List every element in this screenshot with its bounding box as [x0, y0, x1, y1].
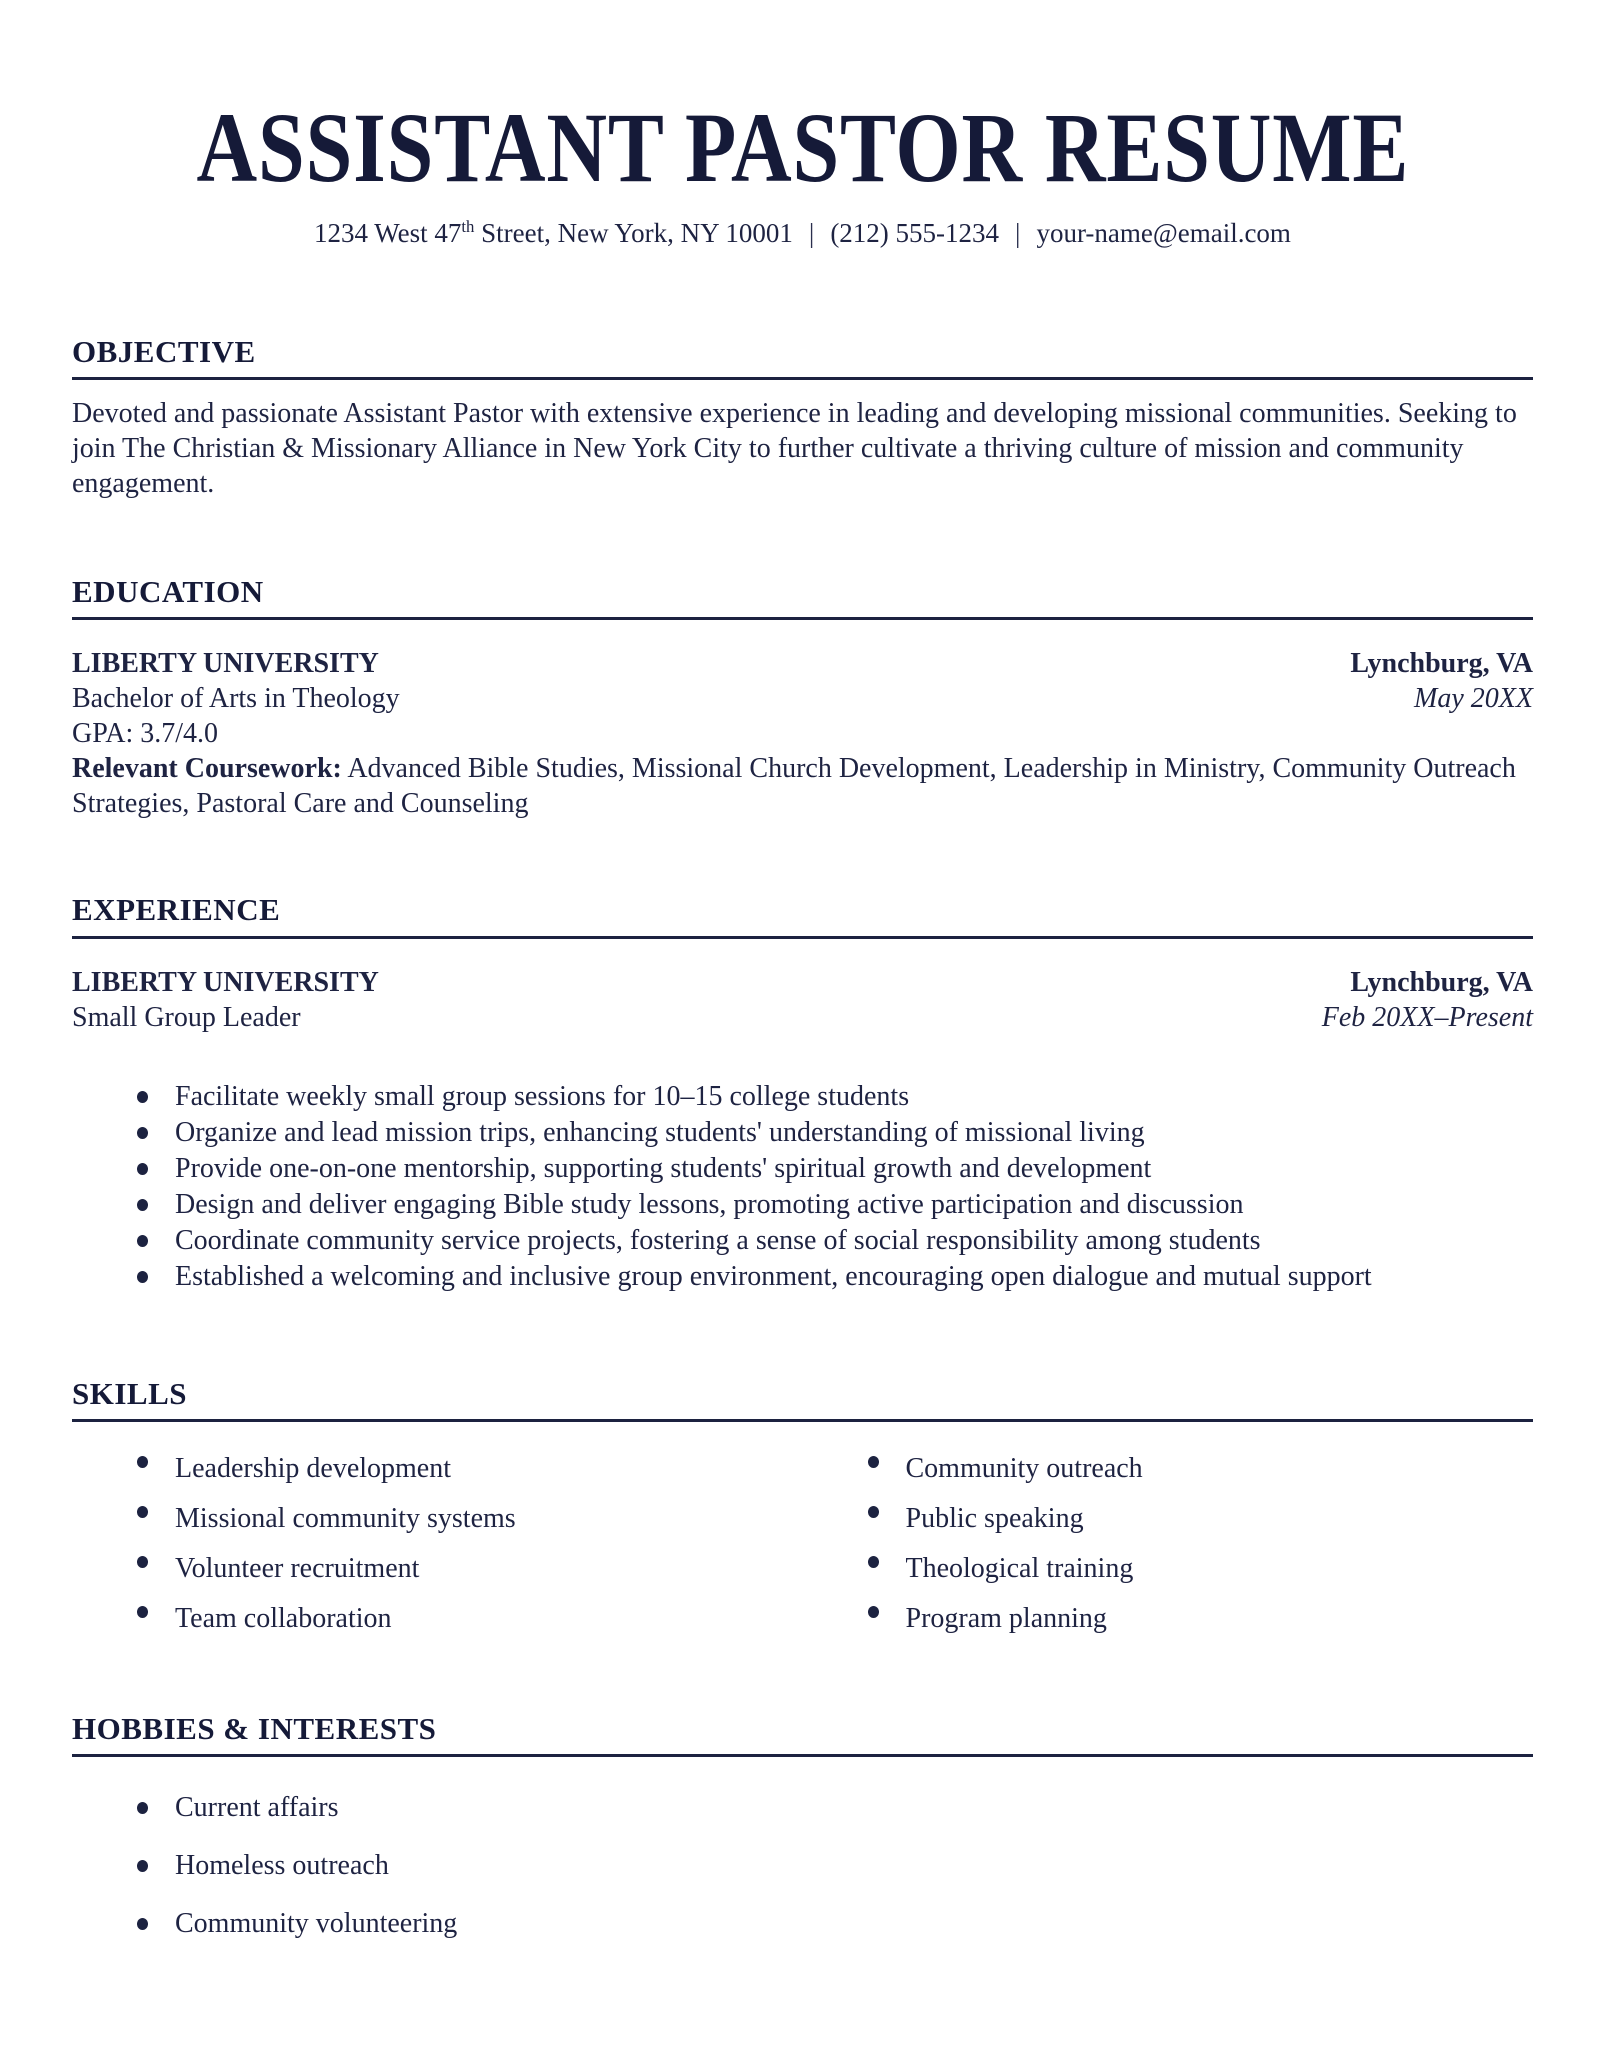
- education-date: May 20XX: [1414, 683, 1533, 715]
- skill-item: [803, 1494, 1534, 1544]
- experience-bullet-item: [72, 1151, 1533, 1187]
- hobby-text: Current affairs: [175, 1791, 339, 1823]
- experience-bullet-list: [72, 1079, 1533, 1295]
- hobbies-list: [72, 1779, 1533, 1953]
- bullet-icon: [137, 1127, 148, 1139]
- experience-bullet-text: Organize and lead mission trips, enhancing students' understanding of missional living: [175, 1116, 1145, 1148]
- experience-location: Lynchburg, VA: [1350, 966, 1533, 998]
- experience-bullet-item: [72, 1259, 1533, 1295]
- contact-address-ordinal: th: [461, 217, 475, 236]
- hobby-item: [72, 1779, 1533, 1837]
- experience-dates: Feb 20XX–Present: [1321, 1001, 1533, 1033]
- experience-row-employer: [72, 965, 1533, 1000]
- section-skills: [72, 1375, 1533, 1644]
- bullet-icon: [137, 1606, 148, 1618]
- skill-item: [72, 1444, 803, 1494]
- experience-row-role: [72, 1000, 1533, 1035]
- section-objective: [72, 333, 1533, 501]
- section-heading-hobbies: HOBBIES & INTERESTS: [72, 1710, 1533, 1757]
- skill-text: Team collaboration: [175, 1602, 392, 1634]
- skill-item: [72, 1494, 803, 1544]
- section-heading-objective: OBJECTIVE: [72, 333, 1533, 380]
- contact-address: [314, 218, 793, 248]
- education-location: Lynchburg, VA: [1350, 648, 1533, 680]
- bullet-icon: [137, 1235, 148, 1247]
- skills-list-left: [72, 1444, 803, 1644]
- contact-phone: (212) 555-1234: [830, 218, 1000, 248]
- experience-bullet-item: [72, 1223, 1533, 1259]
- section-experience: [72, 891, 1533, 1294]
- experience-bullet-text: Design and deliver engaging Bible study lessons, promoting active participation and discussion: [175, 1188, 1244, 1220]
- bullet-icon: [137, 1456, 148, 1468]
- section-heading-skills: SKILLS: [72, 1375, 1533, 1422]
- skill-item: [72, 1544, 803, 1594]
- bullet-icon: [137, 1918, 148, 1930]
- objective-text: Devoted and passionate Assistant Pastor with extensive experience in leading and developing missional communities. Seeking to join The Christian & Missionary Alliance in New York City to further cultivate a thriving culture of mission and community engagement.: [72, 398, 1517, 500]
- section-hobbies: [72, 1710, 1533, 1953]
- education-coursework-label: Relevant Coursework:: [72, 753, 342, 785]
- skill-text: Public speaking: [905, 1502, 1084, 1534]
- skill-item: [803, 1444, 1534, 1494]
- education-gpa: GPA: 3.7/4.0: [72, 718, 219, 750]
- bullet-icon: [868, 1606, 879, 1618]
- section-heading-experience: EXPERIENCE: [72, 891, 1533, 938]
- experience-bullet-item: [72, 1187, 1533, 1223]
- experience-bullet-text: Facilitate weekly small group sessions for 10–15 college students: [175, 1080, 910, 1112]
- bullet-icon: [137, 1860, 148, 1872]
- contact-address-city: Street, New York, NY 10001: [474, 218, 793, 248]
- experience-bullet-text: Established a welcoming and inclusive group environment, encouraging open dialogue and mutual support: [175, 1260, 1372, 1292]
- education-row-degree: [72, 681, 1533, 716]
- bullet-icon: [868, 1456, 879, 1468]
- education-coursework-list: Advanced Bible Studies, Missional Church Development, Leadership in Ministry, Community Outreach Strategies, Pastoral Care and Counseling: [72, 753, 1516, 820]
- skill-item: [72, 1594, 803, 1644]
- skill-text: Leadership development: [175, 1452, 452, 1484]
- skill-text: Missional community systems: [175, 1502, 516, 1534]
- experience-bullet-item: [72, 1115, 1533, 1151]
- experience-employer: LIBERTY UNIVERSITY: [72, 966, 379, 998]
- skill-item: [803, 1594, 1534, 1644]
- bullet-icon: [137, 1271, 148, 1283]
- title-wrap: [72, 88, 1533, 208]
- experience-bullet-item: [72, 1079, 1533, 1115]
- bullet-icon: [137, 1163, 148, 1175]
- section-heading-education: EDUCATION: [72, 573, 1533, 620]
- education-row-gpa: [72, 716, 1533, 751]
- education-degree: Bachelor of Arts in Theology: [72, 683, 400, 715]
- education-row-school: [72, 646, 1533, 681]
- bullet-icon: [868, 1506, 879, 1518]
- contact-separator: |: [808, 218, 815, 248]
- skills-list-right: [803, 1444, 1534, 1644]
- page-title: ASSISTANT PASTOR RESUME: [196, 92, 1409, 203]
- skill-text: Program planning: [905, 1602, 1107, 1634]
- skill-text: Theological training: [905, 1552, 1134, 1584]
- contact-line: [72, 218, 1533, 249]
- education-school: LIBERTY UNIVERSITY: [72, 648, 379, 680]
- skill-text: Volunteer recruitment: [175, 1552, 420, 1584]
- contact-address-street: 1234 West 47: [314, 218, 462, 248]
- bullet-icon: [137, 1199, 148, 1211]
- bullet-icon: [137, 1506, 148, 1518]
- bullet-icon: [137, 1802, 148, 1814]
- skill-item: [803, 1544, 1534, 1594]
- section-education: [72, 573, 1533, 821]
- experience-role: Small Group Leader: [72, 1001, 301, 1033]
- bullet-icon: [137, 1556, 148, 1568]
- hobby-item: [72, 1837, 1533, 1895]
- bullet-icon: [137, 1091, 148, 1103]
- contact-email: your-name@email.com: [1036, 218, 1291, 248]
- hobby-item: [72, 1895, 1533, 1953]
- hobby-text: Community volunteering: [175, 1907, 458, 1939]
- education-coursework: [72, 751, 1533, 821]
- contact-separator: |: [1015, 218, 1021, 248]
- bullet-icon: [868, 1556, 879, 1568]
- skills-grid: [72, 1444, 1533, 1644]
- experience-bullet-text: Provide one-on-one mentorship, supporting students' spiritual growth and development: [175, 1152, 1152, 1184]
- experience-bullet-text: Coordinate community service projects, fostering a sense of social responsibility among students: [175, 1224, 1261, 1256]
- resume-header: [72, 88, 1533, 249]
- skill-text: Community outreach: [905, 1452, 1143, 1484]
- hobby-text: Homeless outreach: [175, 1849, 389, 1881]
